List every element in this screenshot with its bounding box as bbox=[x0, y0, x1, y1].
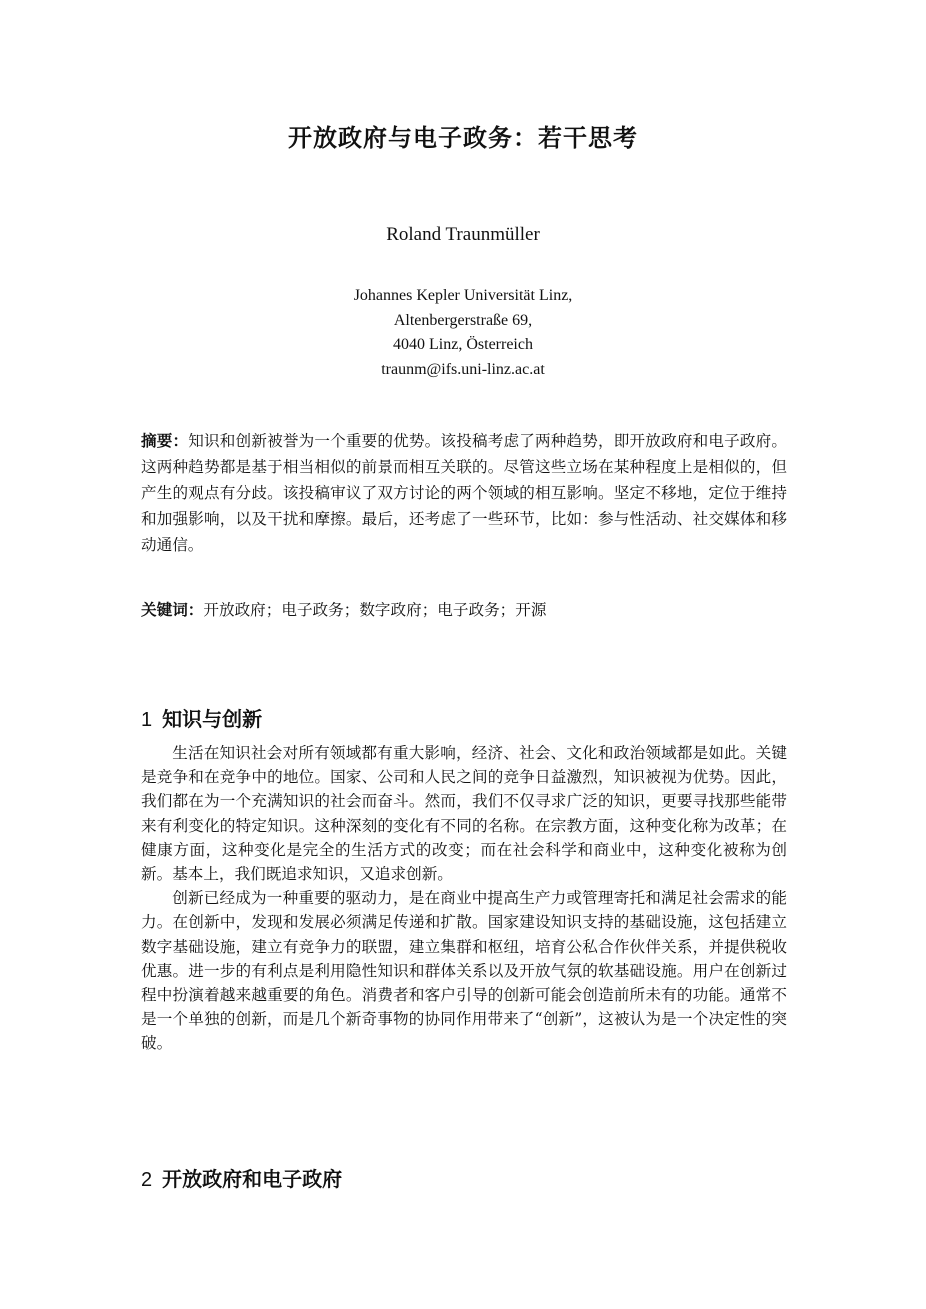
paper-title: 开放政府与电子政务：若干思考 bbox=[288, 124, 638, 152]
abstract bbox=[141, 428, 787, 558]
keywords-label: 关键词： bbox=[141, 601, 204, 619]
abstract-label: 摘要： bbox=[141, 432, 189, 450]
author-name: Roland Traunmüller bbox=[386, 224, 540, 245]
section-heading-1 bbox=[141, 704, 787, 735]
section-title: 开放政府和电子政府 bbox=[162, 1167, 343, 1191]
keywords-text: 开放政府；电子政务；数字政府；电子政务；开源 bbox=[203, 601, 547, 619]
abstract-text: 知识和创新被誉为一个重要的优势。该投稿考虑了两种趋势，即开放政府和电子政府。这两种趋势都是基于相当相似的前景而相互关联的。尽管这些立场在某种程度上是相似的，但产生的观点有分歧。该投稿审议了双方讨论的两个领域的相互影响。坚定不移地，定位于维持和加强影响，以及干扰和摩擦。最后，还考虑了一些环节，比如：参与性活动、社交媒体和移动通信。 bbox=[141, 432, 787, 554]
section-1-body bbox=[141, 741, 787, 1056]
affiliation-street: Altenbergerstraße 69, bbox=[393, 311, 533, 329]
section-heading-2 bbox=[141, 1164, 787, 1195]
paragraph: 生活在知识社会对所有领域都有重大影响，经济、社会、文化和政治领域都是如此。关键是竞争和在竞争中的地位。国家、公司和人民之间的竞争日益激烈，知识被视为优势。因此，我们都在为一个充满知识的社会而奋斗。然而，我们不仅寻求广泛的知识，更要寻找那些能带来有利变化的特定知识。这种深刻的变化有不同的名称。在宗教方面，这种变化称为改革；在健康方面，这种变化是完全的生活方式的改变；而在社会科学和商业中，这种变化被称为创新。基本上，我们既追求知识，又追求创新。 bbox=[141, 744, 787, 884]
affiliation-email: traunm@ifs.uni-linz.ac.at bbox=[381, 360, 545, 378]
affiliation-city: 4040 Linz, Österreich bbox=[393, 336, 533, 353]
section-title: 知识与创新 bbox=[162, 707, 263, 731]
paragraph: 创新已经成为一种重要的驱动力，是在商业中提高生产力或管理寄托和满足社会需求的能力。在创新中，发现和发展必须满足传递和扩散。国家建设知识支持的基础设施，这包括建立数字基础设施，建立有竞争力的联盟，建立集群和枢纽，培育公私合作伙伴关系，并提供税收优惠。进一步的有利点是利用隐性知识和群体关系以及开放气氛的软基础设施。用户在创新过程中扮演着越来越重要的角色。消费者和客户引导的创新可能会创造前所未有的功能。通常不是一个单独的创新，而是几个新奇事物的协同作用带来了“创新”，这被认为是一个决定性的突破。 bbox=[141, 889, 787, 1053]
section-number: 1 bbox=[141, 709, 153, 731]
author-affiliation bbox=[0, 284, 926, 382]
affiliation-institution: Johannes Kepler Universität Linz, bbox=[353, 287, 573, 304]
section-number: 2 bbox=[141, 1169, 153, 1191]
keywords bbox=[141, 597, 787, 623]
